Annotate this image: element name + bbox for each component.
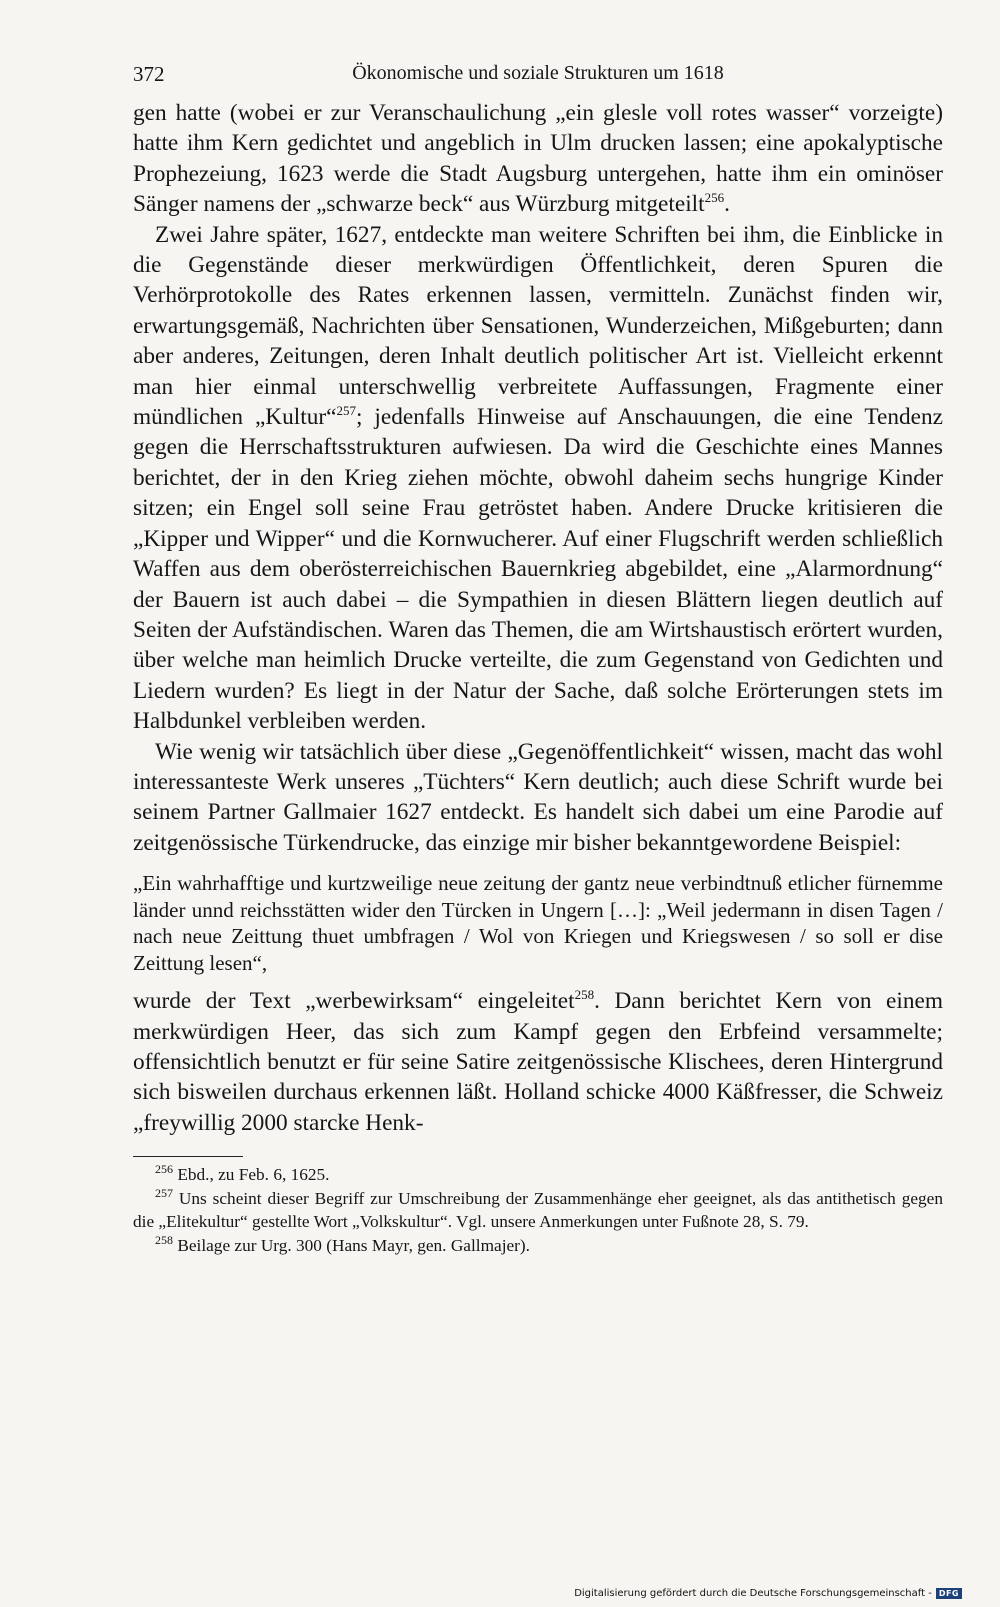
footnote-ref-258: 258: [574, 987, 595, 1003]
block-quote-text: „Ein wahrhafftige und kurtzweilige neue zeitung der gantz neue verbindtnuß etlicher fürnemme länder unnd reichsstätten wider den Türcken in Ungern […]: „Weil jedermann in disen Tagen / nach neue Zeittung thuet umbfragen / Wol von Kriegen und Kriegswesen / so soll er dise Zeittung lesen“,: [133, 871, 943, 975]
footnote-number: 257: [155, 1185, 173, 1200]
footnote-divider: [133, 1156, 243, 1157]
footnote-text: Uns scheint dieser Begriff zur Umschreibung der Zusammenhänge eher geeignet, als das antithetisch gegen die „Elitekultur“ gestellte Wort „Volkskultur“. Vgl. unsere Anmerkungen unter Fußnote 28, S. 79.: [133, 1188, 943, 1232]
running-head: [133, 62, 943, 96]
paragraph-4-text-b: . Dann berichtet Kern von einem merkwürdigen Heer, das sich zum Kampf gegen den Erbfeind versammelte; offensichtlich benutzt er für seine Satire zeitgenössische Klischees, deren Hintergrund sich bisweilen durchaus erkennen läßt. Holland schicke 4000 Käßfresser, die Schweiz „freywillig 2000 starcke Henk-: [133, 988, 943, 1136]
paragraph-2-text-a: Zwei Jahre später, 1627, entdeckte man weitere Schriften bei ihm, die Einblicke in die Gegenstände dieser merkwürdigen Öffentlichkeit, deren Spuren die Verhörprotokolle des Rates erkennen lassen, vermitteln. Zunächst finden wir, erwartungsgemäß, Nachrichten über Sensationen, Wunderzeichen, Mißgeburten; dann aber anderes, Zeitungen, deren Inhalt deutlich politischer Art ist. Vielleicht erkennt man hier einmal unterschwellig verbreitete Auffassungen, Fragmente einer mündlichen „Kultur“: [133, 221, 943, 431]
footnote-number: 256: [155, 1162, 173, 1177]
dfg-logo: DFG: [936, 1588, 962, 1599]
footnote-ref-257: 257: [336, 403, 356, 419]
block-quote: [133, 870, 943, 976]
main-text: [133, 98, 943, 1138]
footnote-256: [133, 1163, 943, 1187]
footnote-258: [133, 1234, 943, 1258]
footnote-number: 258: [155, 1232, 173, 1247]
paragraph-1: [133, 98, 943, 220]
paragraph-1-text: gen hatte (wobei er zur Veranschaulichung „ein glesle voll rotes wasser“ vorzeigte) hatte ihm Kern gedichtet und angeblich in Ulm drucken lassen; eine apokalyptische Prophezeiung, 1623 werde die Stadt Augsburg untergehen, hatte ihm ein ominöser Sänger namens der „schwarze beck“ aus Würzburg mitgeteilt: [133, 100, 943, 218]
footnote-text: Beilage zur Urg. 300 (Hans Mayr, gen. Gallmajer).: [177, 1235, 530, 1255]
running-title: Ökonomische und soziale Strukturen um 1618: [352, 62, 724, 84]
paragraph-4-text-a: wurde der Text „werbewirksam“ eingeleitet: [133, 988, 575, 1015]
paragraph-4: [133, 986, 943, 1138]
digitization-credit: [574, 1588, 962, 1599]
paragraph-1-tail: .: [724, 191, 730, 218]
paragraph-2-text-b: ; jedenfalls Hinweise auf Anschauungen, die eine Tendenz gegen die Herrschaftsstrukturen aufwiesen. Da wird die Geschichte eines Mannes berichtet, der in den Krieg ziehen möchte, obwohl daheim sechs hungrige Kinder sitzen; ein Engel soll seine Frau getröstet haben. Andere Drucke kritisieren die „Kipper und Wipper“ und die Kornwucherer. Auf einer Flugschrift werden schließlich Waffen aus dem oberösterreichischen Bauernkrieg abgebildet, eine „Alarmordnung“ der Bauern ist auch dabei – die Sympathien in diesen Blättern liegen deutlich auf Seiten der Aufständischen. Waren das Themen, die am Wirtshaustisch erörtert wurden, über welche man heimlich Drucke verteilte, die zum Gegenstand von Gedichten und Liedern wurden? Es liegt in der Natur der Sache, daß solche Erörterungen stets im Halbdunkel verbleiben werden.: [133, 404, 943, 735]
credit-text: Digitalisierung gefördert durch die Deutsche Forschungsgemeinschaft -: [574, 1588, 932, 1599]
footnote-ref-256: 256: [704, 190, 725, 206]
footnotes: [133, 1163, 943, 1257]
page-number: 372: [133, 62, 165, 86]
footnote-text: Ebd., zu Feb. 6, 1625.: [177, 1165, 330, 1185]
paragraph-2: [133, 220, 943, 737]
paragraph-3: Wie wenig wir tatsächlich über diese „Gegenöffentlichkeit“ wissen, macht das wohl interessanteste Werk unseres „Tüchters“ Kern deutlich; auch diese Schrift wurde bei seinem Partner Gallmaier 1627 entdeckt. Es handelt sich dabei um eine Parodie auf zeitgenössische Türkendrucke, das einzige mir bisher bekanntgewordene Beispiel:: [133, 738, 943, 856]
book-page: [133, 62, 943, 1257]
footnote-257: [133, 1187, 943, 1234]
